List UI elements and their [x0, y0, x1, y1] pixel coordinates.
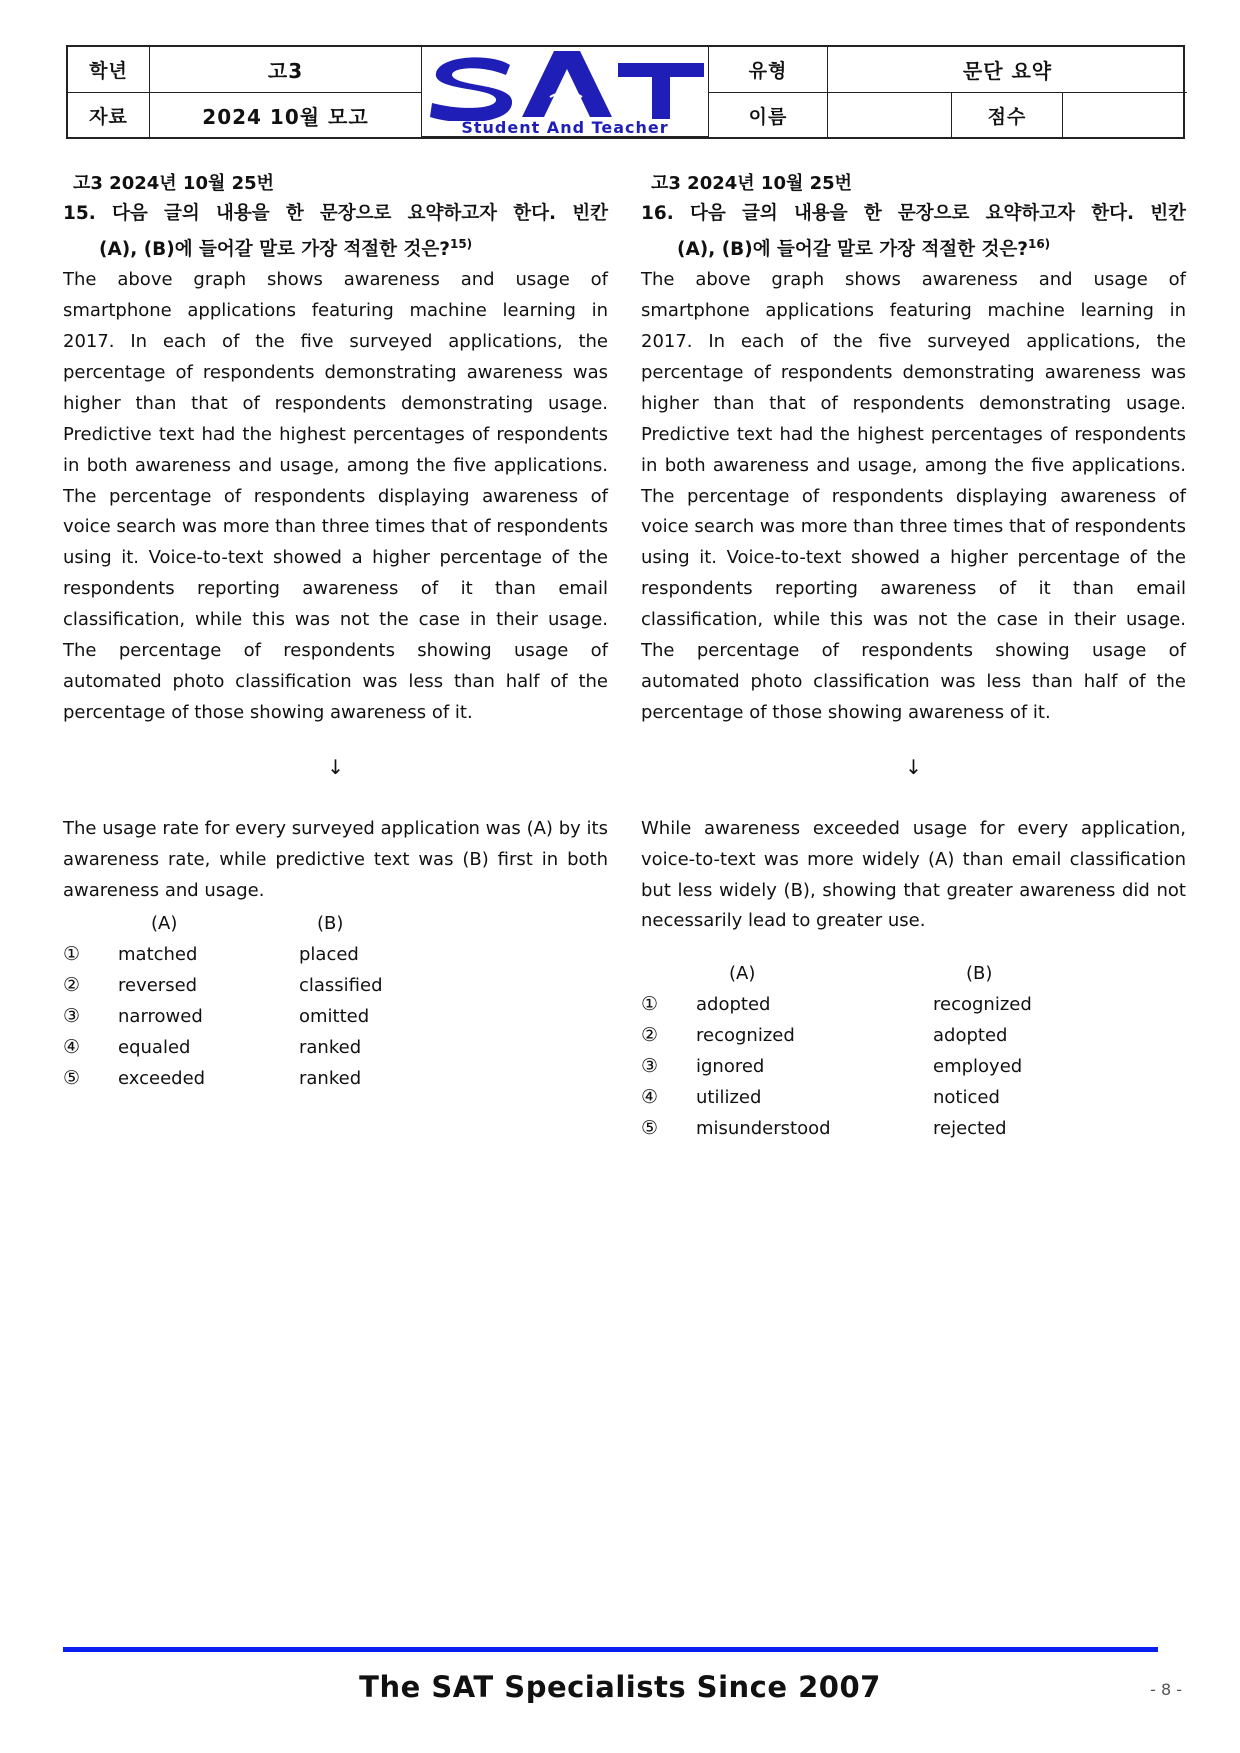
options-list [641, 989, 1186, 1144]
grade-label: 학년 [68, 47, 150, 93]
type-label: 유형 [709, 47, 828, 93]
option-a-text: ignored [696, 1056, 765, 1078]
question-title-text: (A), (B)에 들어갈 말로 가장 적절한 것은? [99, 239, 450, 261]
option-number: ④ [641, 1086, 659, 1109]
material-value: 2024 10월 모고 [150, 93, 422, 137]
option-number: ⑤ [641, 1117, 659, 1140]
passage: The above graph shows awareness and usage of smartphone applications featuring machine learning in 2017. In each of the five surveyed applications, the percentage of respondents demonstrating awareness was higher than that of respondents demonstrating usage. Predictive text had the highest percentages of respondents in both awareness and usage, among the five applications. The percentage of respondents displaying awareness of voice search was more than three times that of respondents using it. Voice-to-text showed a higher percentage of the respondents reporting awareness of it than email classification, while this was not the case in their usage. The percentage of respondents showing usage of automated photo classification was less than half of the percentage of those showing awareness of it. [63, 269, 608, 723]
option-b-text: omitted [299, 1006, 370, 1028]
passage: The above graph shows awareness and usage of smartphone applications featuring machine learning in 2017. In each of the five surveyed applications, the percentage of respondents demonstrating awareness was higher than that of respondents demonstrating usage. Predictive text had the highest percentages of respondents in both awareness and usage, among the five applications. The percentage of respondents displaying awareness of voice search was more than three times that of respondents using it. Voice-to-text showed a higher percentage of the respondents reporting awareness of it than email classification, while this was not the case in their usage. The percentage of respondents showing usage of automated photo classification was less than half of the percentage of those showing awareness of it. [641, 269, 1186, 723]
option-row[interactable] [63, 1063, 608, 1094]
question-title-line1: 16. 다음 글의 내용을 한 문장으로 요약하고자 한다. 빈칸 [641, 203, 1186, 224]
option-row[interactable] [641, 1051, 1186, 1082]
option-a-text: utilized [696, 1087, 762, 1109]
option-b-text: adopted [933, 1025, 1008, 1047]
logo-tagline: Student And Teacher [461, 118, 669, 137]
grade-value: 고3 [150, 47, 422, 93]
option-row[interactable] [63, 970, 608, 1001]
footer-divider [63, 1647, 1158, 1652]
option-b-text: noticed [933, 1087, 1000, 1109]
footnote-mark: 16) [1027, 237, 1051, 251]
option-row[interactable] [63, 1001, 608, 1032]
options-header [641, 958, 1186, 989]
down-arrow-icon: ↓ [905, 754, 922, 779]
column-b-label: (B) [317, 913, 344, 935]
option-row[interactable] [641, 1113, 1186, 1144]
options-list [63, 939, 608, 1094]
option-a-text: reversed [118, 975, 198, 997]
material-label: 자료 [68, 93, 150, 137]
option-number: ④ [63, 1036, 81, 1059]
option-a-text: adopted [696, 994, 771, 1016]
option-number: ① [641, 993, 659, 1016]
option-row[interactable] [63, 1032, 608, 1063]
option-row[interactable] [641, 989, 1186, 1020]
option-b-text: recognized [933, 994, 1032, 1016]
sat-logo [422, 47, 709, 137]
question-15 [63, 170, 608, 1094]
question-title-text: (A), (B)에 들어갈 말로 가장 적절한 것은? [677, 239, 1028, 261]
column-a-label: (A) [151, 913, 178, 935]
option-number: ② [641, 1024, 659, 1047]
summary-sentence: The usage rate for every surveyed application was (A) by its awareness rate, while predictive text was (B) first in both awareness and usage. [63, 817, 608, 901]
option-number: ① [63, 943, 81, 966]
column-a-label: (A) [729, 963, 756, 985]
page-number: - 8 - [1150, 1680, 1182, 1699]
option-number: ③ [63, 1005, 81, 1028]
score-field[interactable] [1063, 93, 1187, 137]
name-field[interactable] [828, 93, 952, 137]
question-source: 고3 2024년 10월 25번 [73, 173, 275, 194]
option-number: ⑤ [63, 1067, 81, 1090]
option-b-text: employed [933, 1056, 1023, 1078]
option-row[interactable] [641, 1082, 1186, 1113]
option-a-text: recognized [696, 1025, 795, 1047]
option-row[interactable] [641, 1020, 1186, 1051]
summary-sentence: While awareness exceeded usage for every application, voice-to-text was more widely (A) than email classification but less widely (B), showing that greater awareness did not necessarily lead to greater use. [641, 817, 1186, 932]
option-number: ② [63, 974, 81, 997]
options-header [63, 908, 608, 939]
footnote-mark: 15) [449, 237, 473, 251]
option-b-text: classified [299, 975, 383, 997]
question-title-line1: 15. 다음 글의 내용을 한 문장으로 요약하고자 한다. 빈칸 [63, 203, 608, 224]
option-row[interactable] [63, 939, 608, 970]
option-a-text: matched [118, 944, 198, 966]
name-label: 이름 [709, 93, 828, 137]
option-a-text: exceeded [118, 1068, 206, 1090]
down-arrow-icon: ↓ [327, 754, 344, 779]
option-b-text: ranked [299, 1037, 362, 1059]
option-number: ③ [641, 1055, 659, 1078]
type-value: 문단 요약 [828, 47, 1187, 93]
question-16 [641, 170, 1186, 1144]
option-b-text: placed [299, 944, 359, 966]
question-title-line2 [63, 229, 608, 265]
option-b-text: rejected [933, 1118, 1007, 1140]
score-label: 점수 [952, 93, 1063, 137]
option-a-text: narrowed [118, 1006, 203, 1028]
question-source: 고3 2024년 10월 25번 [651, 173, 853, 194]
column-b-label: (B) [966, 963, 993, 985]
header-table [66, 45, 1185, 139]
option-a-text: equaled [118, 1037, 191, 1059]
question-title-line2 [641, 229, 1186, 265]
option-a-text: misunderstood [696, 1118, 831, 1140]
option-b-text: ranked [299, 1068, 362, 1090]
footer-slogan: The SAT Specialists Since 2007 [359, 1670, 881, 1704]
